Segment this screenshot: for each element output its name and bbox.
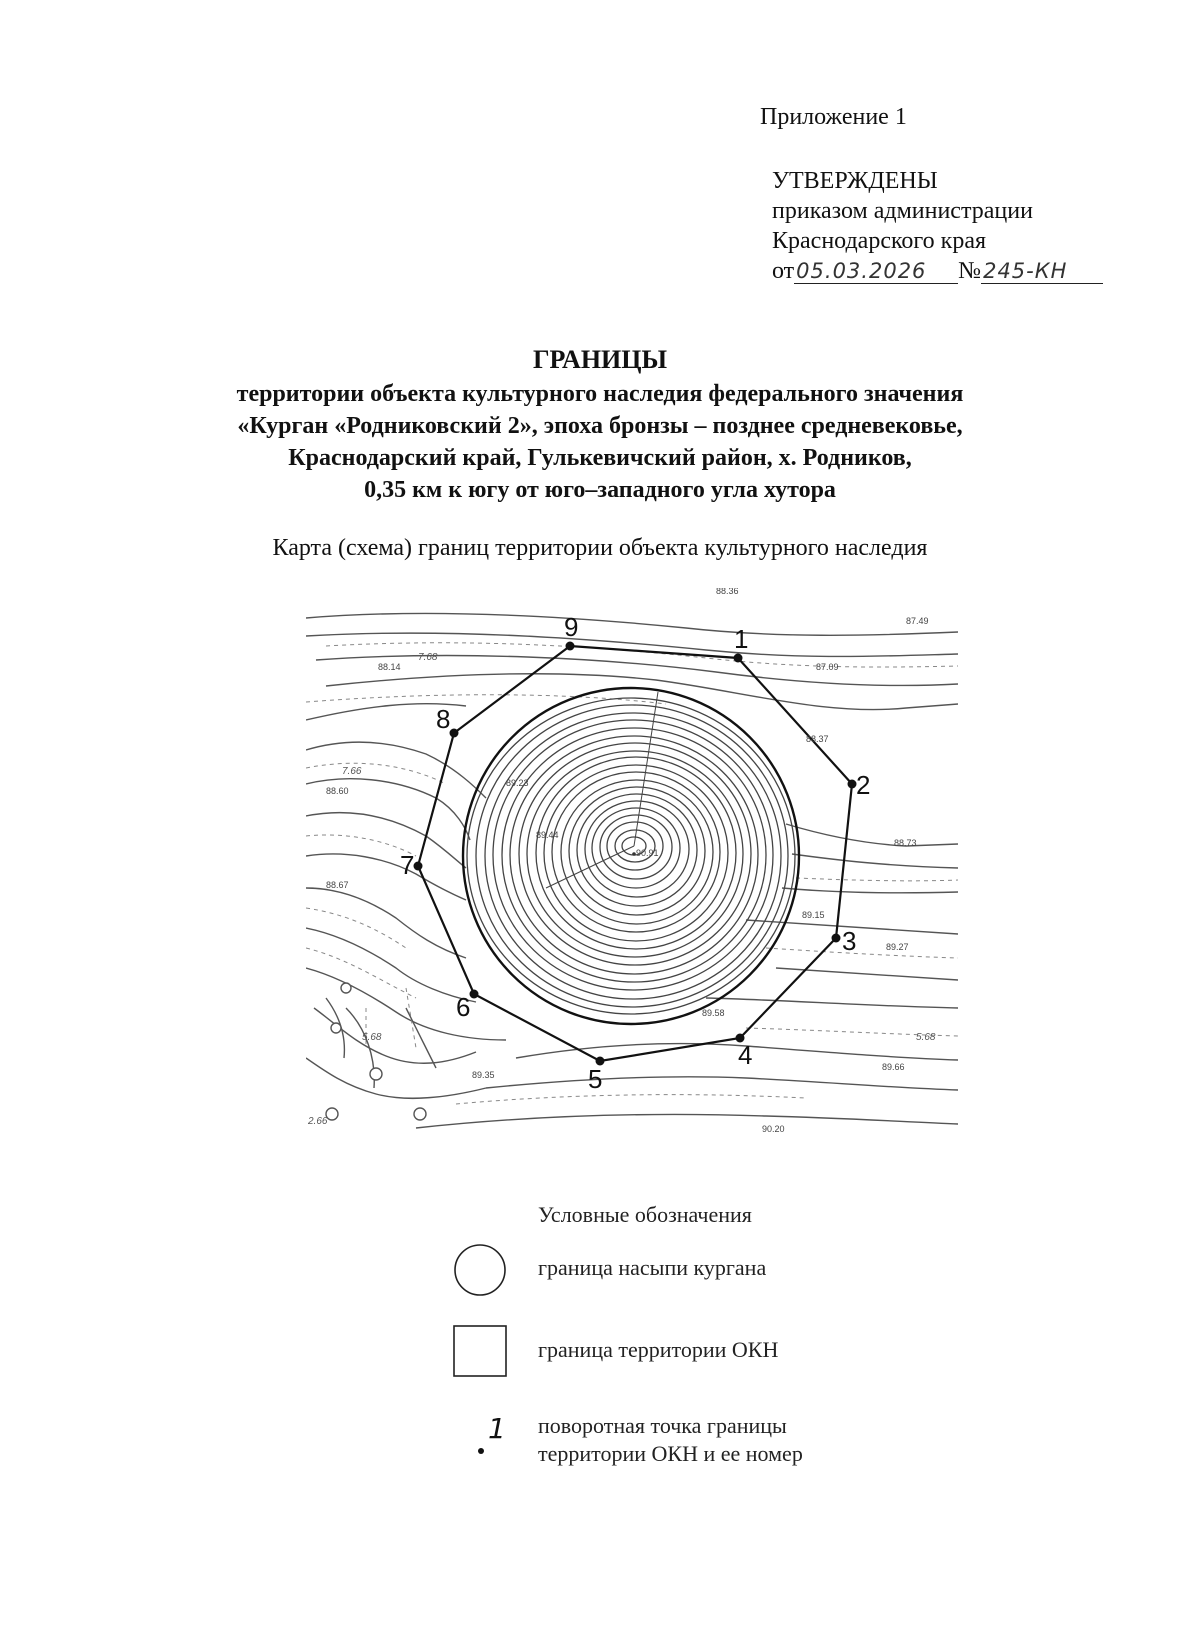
number-prefix: № [958, 258, 982, 284]
turning-point-1 [734, 654, 743, 663]
elevation-label: 89.44 [536, 830, 559, 840]
title-line-1: территории объекта культурного наследия федерального значения [236, 381, 964, 407]
title-line-3: Краснодарский край, Гулькевичский район, х. Родников, [288, 445, 912, 471]
elevation-label: 88.67 [326, 880, 349, 890]
elevation-label: 87.09 [816, 662, 839, 672]
contour-label: 5.68 [916, 1032, 936, 1043]
turning-point-3 [832, 934, 841, 943]
title-line-2: «Курган «Родниковский 2», эпоха бронзы – позднее средневековье, [237, 413, 963, 439]
document-title [0, 344, 1200, 506]
legend-circle-symbol [452, 1242, 508, 1298]
handwritten-date: 05.03.2026 [796, 259, 927, 283]
turning-point-9 [566, 642, 575, 651]
contour-label: 5.68 [362, 1032, 382, 1043]
legend-point-symbol [476, 1412, 506, 1462]
turning-point-label-2: 2 [856, 770, 871, 800]
elevation-label: 89.66 [882, 1062, 905, 1072]
elevation-label: 89.23 [506, 778, 529, 788]
turning-point-7 [414, 862, 423, 871]
approved-line-1: приказом администрации [772, 198, 1033, 224]
title-line-4: 0,35 км к югу от юго–западного угла хутора [364, 477, 836, 503]
elevation-label: 89.15 [802, 910, 825, 920]
contour-label: 7.66 [342, 766, 362, 777]
turning-point-label-4: 4 [738, 1040, 753, 1070]
elevation-label: 89.58 [702, 1008, 725, 1018]
legend-label-mound: граница насыпи кургана [538, 1255, 767, 1280]
legend-point-dot [478, 1448, 484, 1454]
approval-date-line [772, 256, 1103, 286]
elevation-label: 88.37 [806, 734, 829, 744]
elevation-label: 89.27 [886, 942, 909, 952]
legend-point-number: 1 [488, 1412, 506, 1445]
legend-label-territory: граница территории ОКН [538, 1337, 779, 1362]
approved-title: УТВЕРЖДЕНЫ [772, 168, 938, 194]
approved-line-2: Краснодарского края [772, 228, 987, 254]
contour-label: 7.68 [418, 652, 438, 663]
title-main: ГРАНИЦЫ [532, 345, 668, 374]
legend-title: Условные обозначения [538, 1202, 752, 1227]
legend-label-point: поворотная точка границы территории ОКН и ее номер [538, 1413, 803, 1466]
elevation-label: 87.49 [906, 616, 929, 626]
mound-contours [467, 692, 795, 1014]
turning-point-label-6: 6 [456, 992, 471, 1022]
legend-square-symbol [452, 1324, 508, 1380]
elevation-label: 88.73 [894, 838, 917, 848]
elevation-label: 88.36 [716, 588, 739, 596]
map-subtitle: Карта (схема) границ территории объекта культурного наследия [272, 535, 928, 561]
elevation-label: 88.60 [326, 786, 349, 796]
turning-point-label-1: 1 [734, 624, 749, 654]
elevation-label: 90.91 [636, 848, 659, 858]
turning-point-label-5: 5 [588, 1064, 603, 1094]
turning-point-label-3: 3 [842, 926, 857, 956]
turning-point-label-7: 7 [400, 850, 415, 880]
turning-point-label-9: 9 [564, 612, 579, 642]
turning-point-6 [470, 990, 479, 999]
boundary-map [306, 588, 958, 1148]
date-prefix: от [772, 258, 795, 284]
contour-label: 2.66 [308, 1116, 328, 1127]
turning-point-8 [450, 729, 459, 738]
turning-point-label-8: 8 [436, 704, 451, 734]
approval-block [772, 166, 1103, 286]
elevation-label: 88.14 [378, 662, 401, 672]
elevation-label: 90.20 [762, 1124, 785, 1134]
handwritten-number: 245-КН [983, 259, 1068, 283]
appendix-label: Приложение 1 [760, 104, 907, 130]
elevation-label: 89.35 [472, 1070, 495, 1080]
